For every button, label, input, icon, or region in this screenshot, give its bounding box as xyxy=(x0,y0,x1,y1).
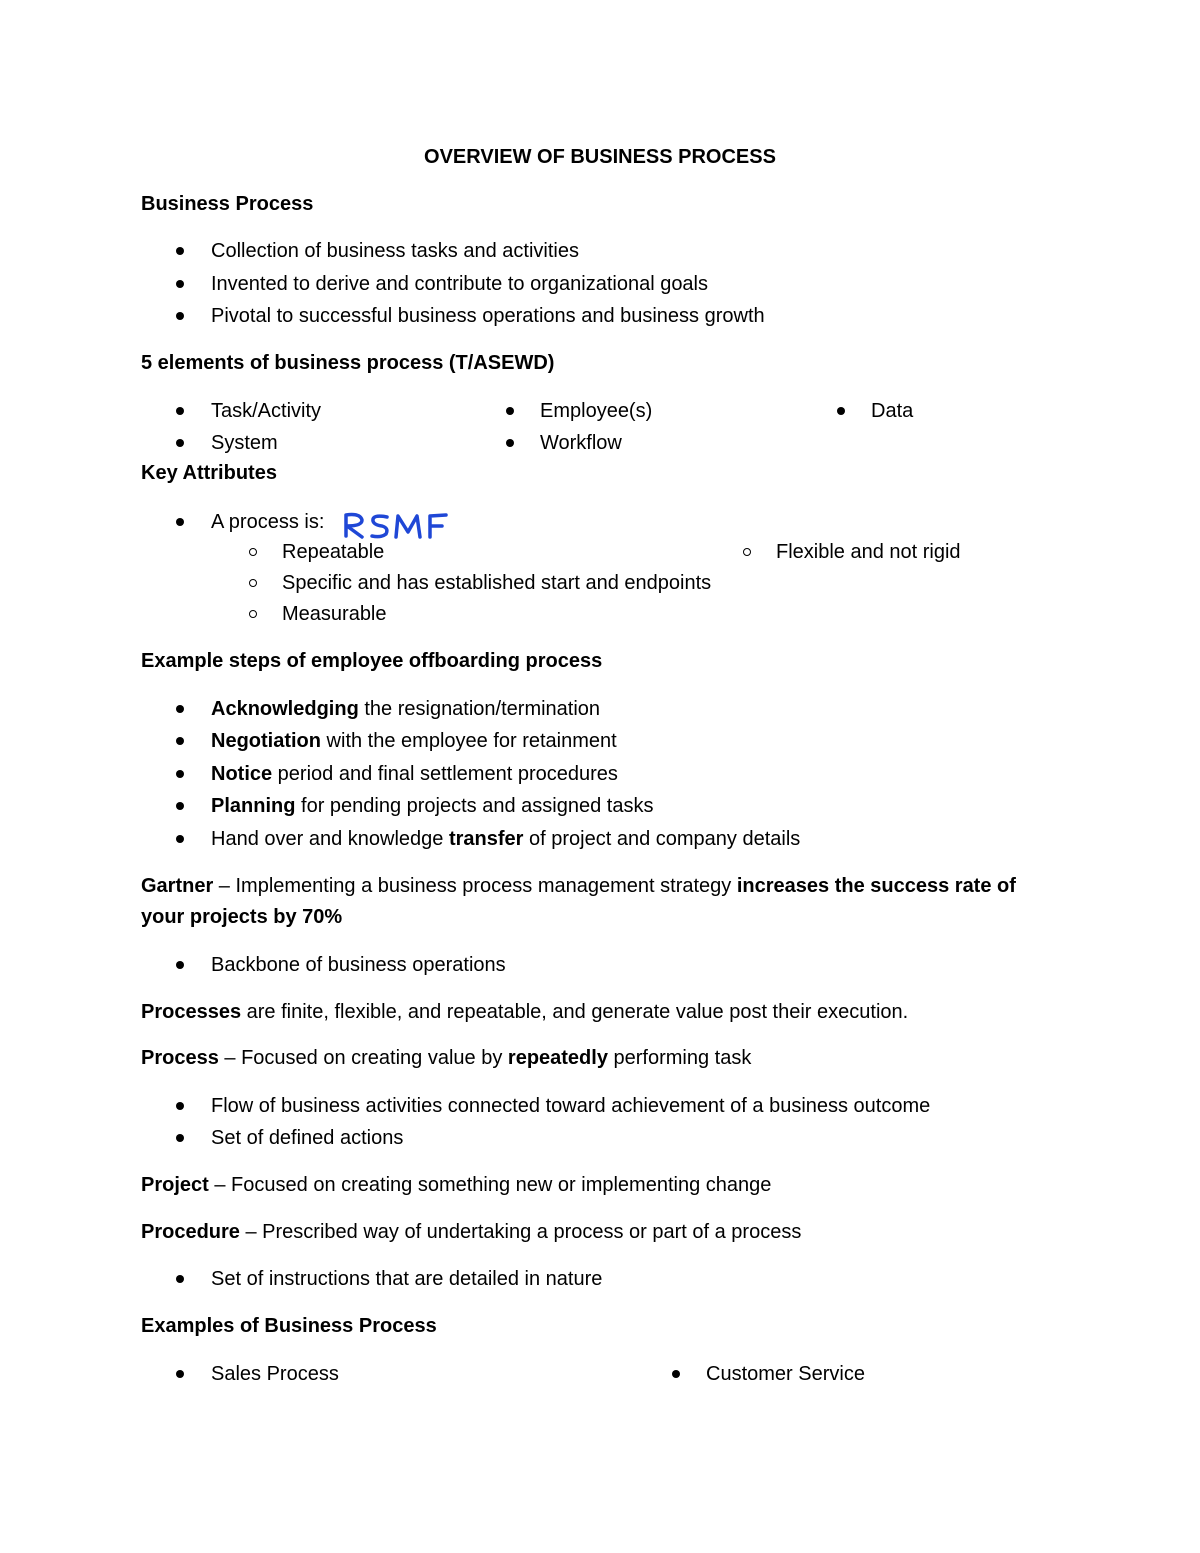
sub-list-item: Repeatable xyxy=(282,541,385,563)
list-item: Hand over and knowledge transfer of project and company details xyxy=(211,828,801,850)
bullet-icon xyxy=(176,1275,184,1283)
process-definition: Process – Focused on creating value by repeatedly performing task xyxy=(141,1047,752,1069)
sub-bullet-icon xyxy=(743,548,751,556)
list-item: Data xyxy=(871,400,914,422)
list-item: Set of defined actions xyxy=(211,1127,404,1149)
bullet-icon xyxy=(176,1102,184,1110)
sub-list-item: Specific and has established start and endpoints xyxy=(282,572,712,594)
list-item: Pivotal to successful business operations and business growth xyxy=(211,305,765,327)
bullet-icon xyxy=(506,407,514,415)
section-heading-examples: Examples of Business Process xyxy=(141,1315,437,1337)
bullet-icon xyxy=(176,439,184,447)
bullet-icon xyxy=(176,1370,184,1378)
bullet-icon xyxy=(506,439,514,447)
bullet-icon xyxy=(176,961,184,969)
bullet-icon xyxy=(176,770,184,778)
list-item: Negotiation with the employee for retainment xyxy=(211,730,617,752)
bullet-icon xyxy=(176,247,184,255)
bullet-icon xyxy=(176,802,184,810)
processes-note: Processes are finite, flexible, and repeatable, and generate value post their execution. xyxy=(141,1001,909,1023)
gartner-statement: Gartner – Implementing a business process management strategy increases the success rate of xyxy=(141,875,1016,897)
section-heading-business-process: Business Process xyxy=(141,193,314,215)
sub-bullet-icon xyxy=(249,579,257,587)
bullet-icon xyxy=(672,1370,680,1378)
list-item: Customer Service xyxy=(706,1363,865,1385)
list-item: Acknowledging the resignation/termination xyxy=(211,698,601,720)
list-item: Notice period and final settlement procedures xyxy=(211,763,618,785)
list-item: System xyxy=(211,432,278,454)
handwritten-annotation xyxy=(342,510,458,540)
bullet-icon xyxy=(837,407,845,415)
bullet-icon xyxy=(176,518,184,526)
bullet-icon xyxy=(176,705,184,713)
bullet-icon xyxy=(176,1134,184,1142)
list-item: Backbone of business operations xyxy=(211,954,506,976)
list-item: Employee(s) xyxy=(540,400,653,422)
bullet-icon xyxy=(176,407,184,415)
list-item: Collection of business tasks and activities xyxy=(211,240,579,262)
sub-bullet-icon xyxy=(249,610,257,618)
list-item: Planning for pending projects and assigned tasks xyxy=(211,795,654,817)
bullet-icon xyxy=(176,737,184,745)
list-item: Sales Process xyxy=(211,1363,339,1385)
sub-list-item: Flexible and not rigid xyxy=(776,541,961,563)
sub-bullet-icon xyxy=(249,548,257,556)
list-item: Workflow xyxy=(540,432,622,454)
project-definition: Project – Focused on creating something new or implementing change xyxy=(141,1174,772,1196)
list-item: Set of instructions that are detailed in nature xyxy=(211,1268,603,1290)
list-item: Flow of business activities connected toward achievement of a business outcome xyxy=(211,1095,931,1117)
procedure-definition: Procedure – Prescribed way of undertaking a process or part of a process xyxy=(141,1221,802,1243)
list-item: Task/Activity xyxy=(211,400,322,422)
document-title: OVERVIEW OF BUSINESS PROCESS xyxy=(424,146,776,168)
list-item: Invented to derive and contribute to organizational goals xyxy=(211,273,709,295)
bullet-icon xyxy=(176,312,184,320)
section-heading-offboarding: Example steps of employee offboarding process xyxy=(141,650,603,672)
sub-list-item: Measurable xyxy=(282,603,387,625)
gartner-statement-line2: your projects by 70% xyxy=(141,906,343,928)
bullet-icon xyxy=(176,280,184,288)
section-heading-key-attributes: Key Attributes xyxy=(141,462,277,484)
list-item: A process is: xyxy=(211,511,325,533)
section-heading-elements: 5 elements of business process (T/ASEWD) xyxy=(141,352,555,374)
bullet-icon xyxy=(176,835,184,843)
